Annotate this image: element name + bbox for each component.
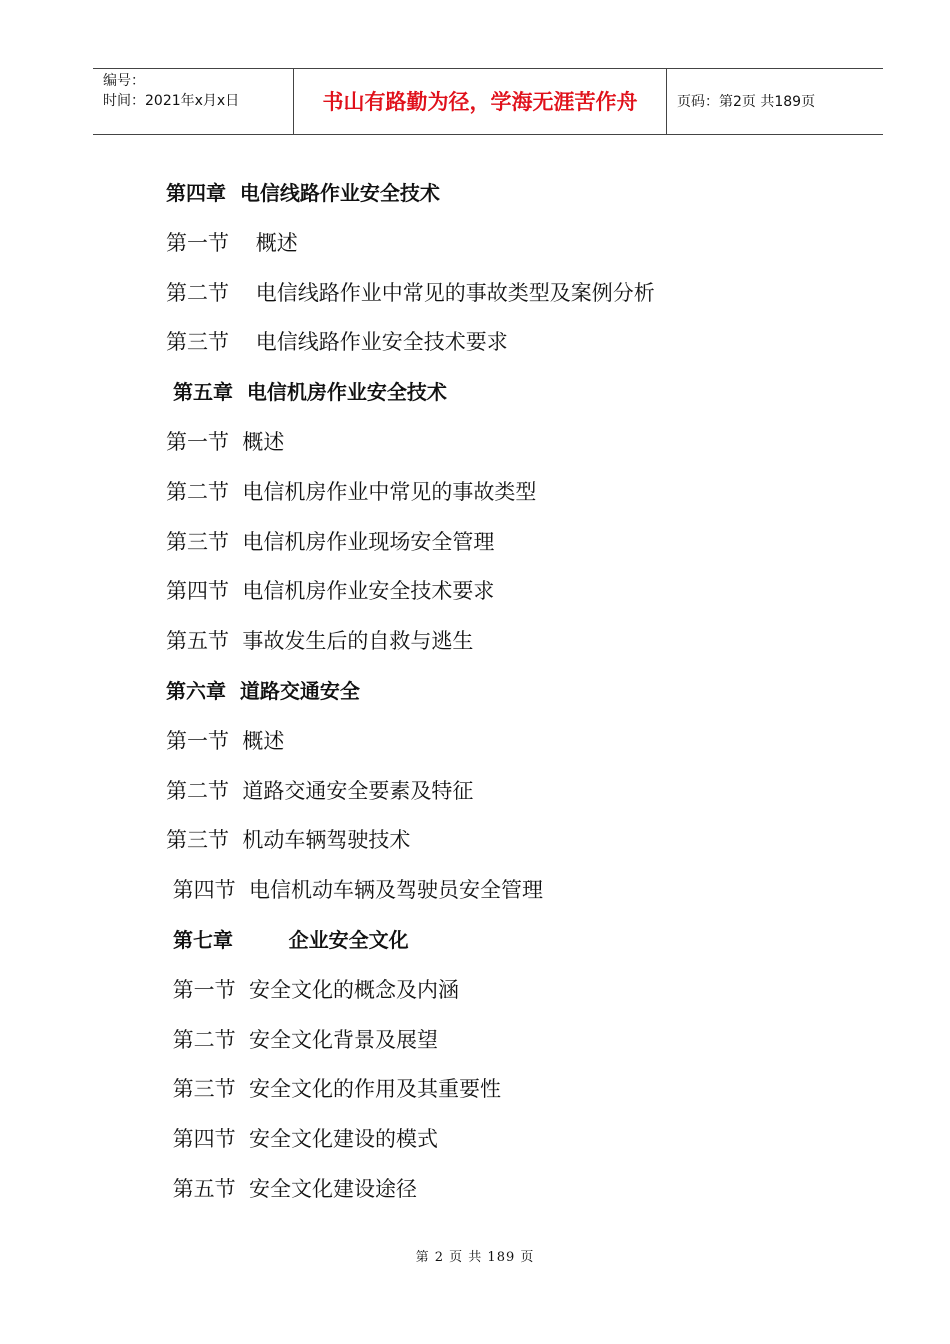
header-page-info: 页码：第2页 共189页	[677, 94, 816, 110]
toc-chapter-heading: 第六章 道路交通安全	[166, 679, 360, 703]
serial-label: 编号：	[103, 73, 145, 89]
toc-section-item: 第二节 道路交通安全要素及特征	[166, 779, 474, 803]
time-label: 时间：2021年x月x日	[103, 93, 240, 109]
header-motto: 书山有路勤为径，学海无涯苦作舟	[294, 69, 667, 134]
page-footer: 第 2 页 共 189 页	[415, 1250, 535, 1265]
toc-section-item: 第一节 概述	[166, 231, 298, 255]
toc-section-item: 第四节 安全文化建设的模式	[166, 1127, 439, 1151]
header-meta	[93, 69, 294, 134]
toc-section-item: 第三节 安全文化的作用及其重要性	[166, 1077, 502, 1101]
toc-chapter-heading: 第五章 电信机房作业安全技术	[166, 380, 447, 404]
toc-section-item: 第二节 电信线路作业中常见的事故类型及案例分析	[166, 281, 655, 305]
page-header	[93, 68, 883, 135]
toc-section-item: 第一节 概述	[166, 729, 285, 753]
toc-section-item: 第五节 事故发生后的自救与逃生	[166, 629, 474, 653]
toc-section-item: 第五节 安全文化建设途径	[166, 1177, 418, 1201]
toc-section-item: 第三节 电信机房作业现场安全管理	[166, 530, 495, 554]
toc-section-item: 第一节 概述	[166, 430, 285, 454]
toc-section-item: 第四节 电信机房作业安全技术要求	[166, 579, 495, 603]
toc-section-item: 第二节 电信机房作业中常见的事故类型	[166, 480, 537, 504]
toc-section-item: 第二节 安全文化背景及展望	[166, 1028, 439, 1052]
toc-section-item: 第一节 安全文化的概念及内涵	[166, 978, 460, 1002]
toc-chapter-heading: 第七章 企业安全文化	[166, 928, 409, 952]
toc-chapter-heading: 第四章 电信线路作业安全技术	[166, 181, 440, 205]
toc-section-item: 第四节 电信机动车辆及驾驶员安全管理	[166, 878, 544, 902]
toc-section-item: 第三节 电信线路作业安全技术要求	[166, 330, 508, 354]
toc-section-item: 第三节 机动车辆驾驶技术	[166, 828, 411, 852]
